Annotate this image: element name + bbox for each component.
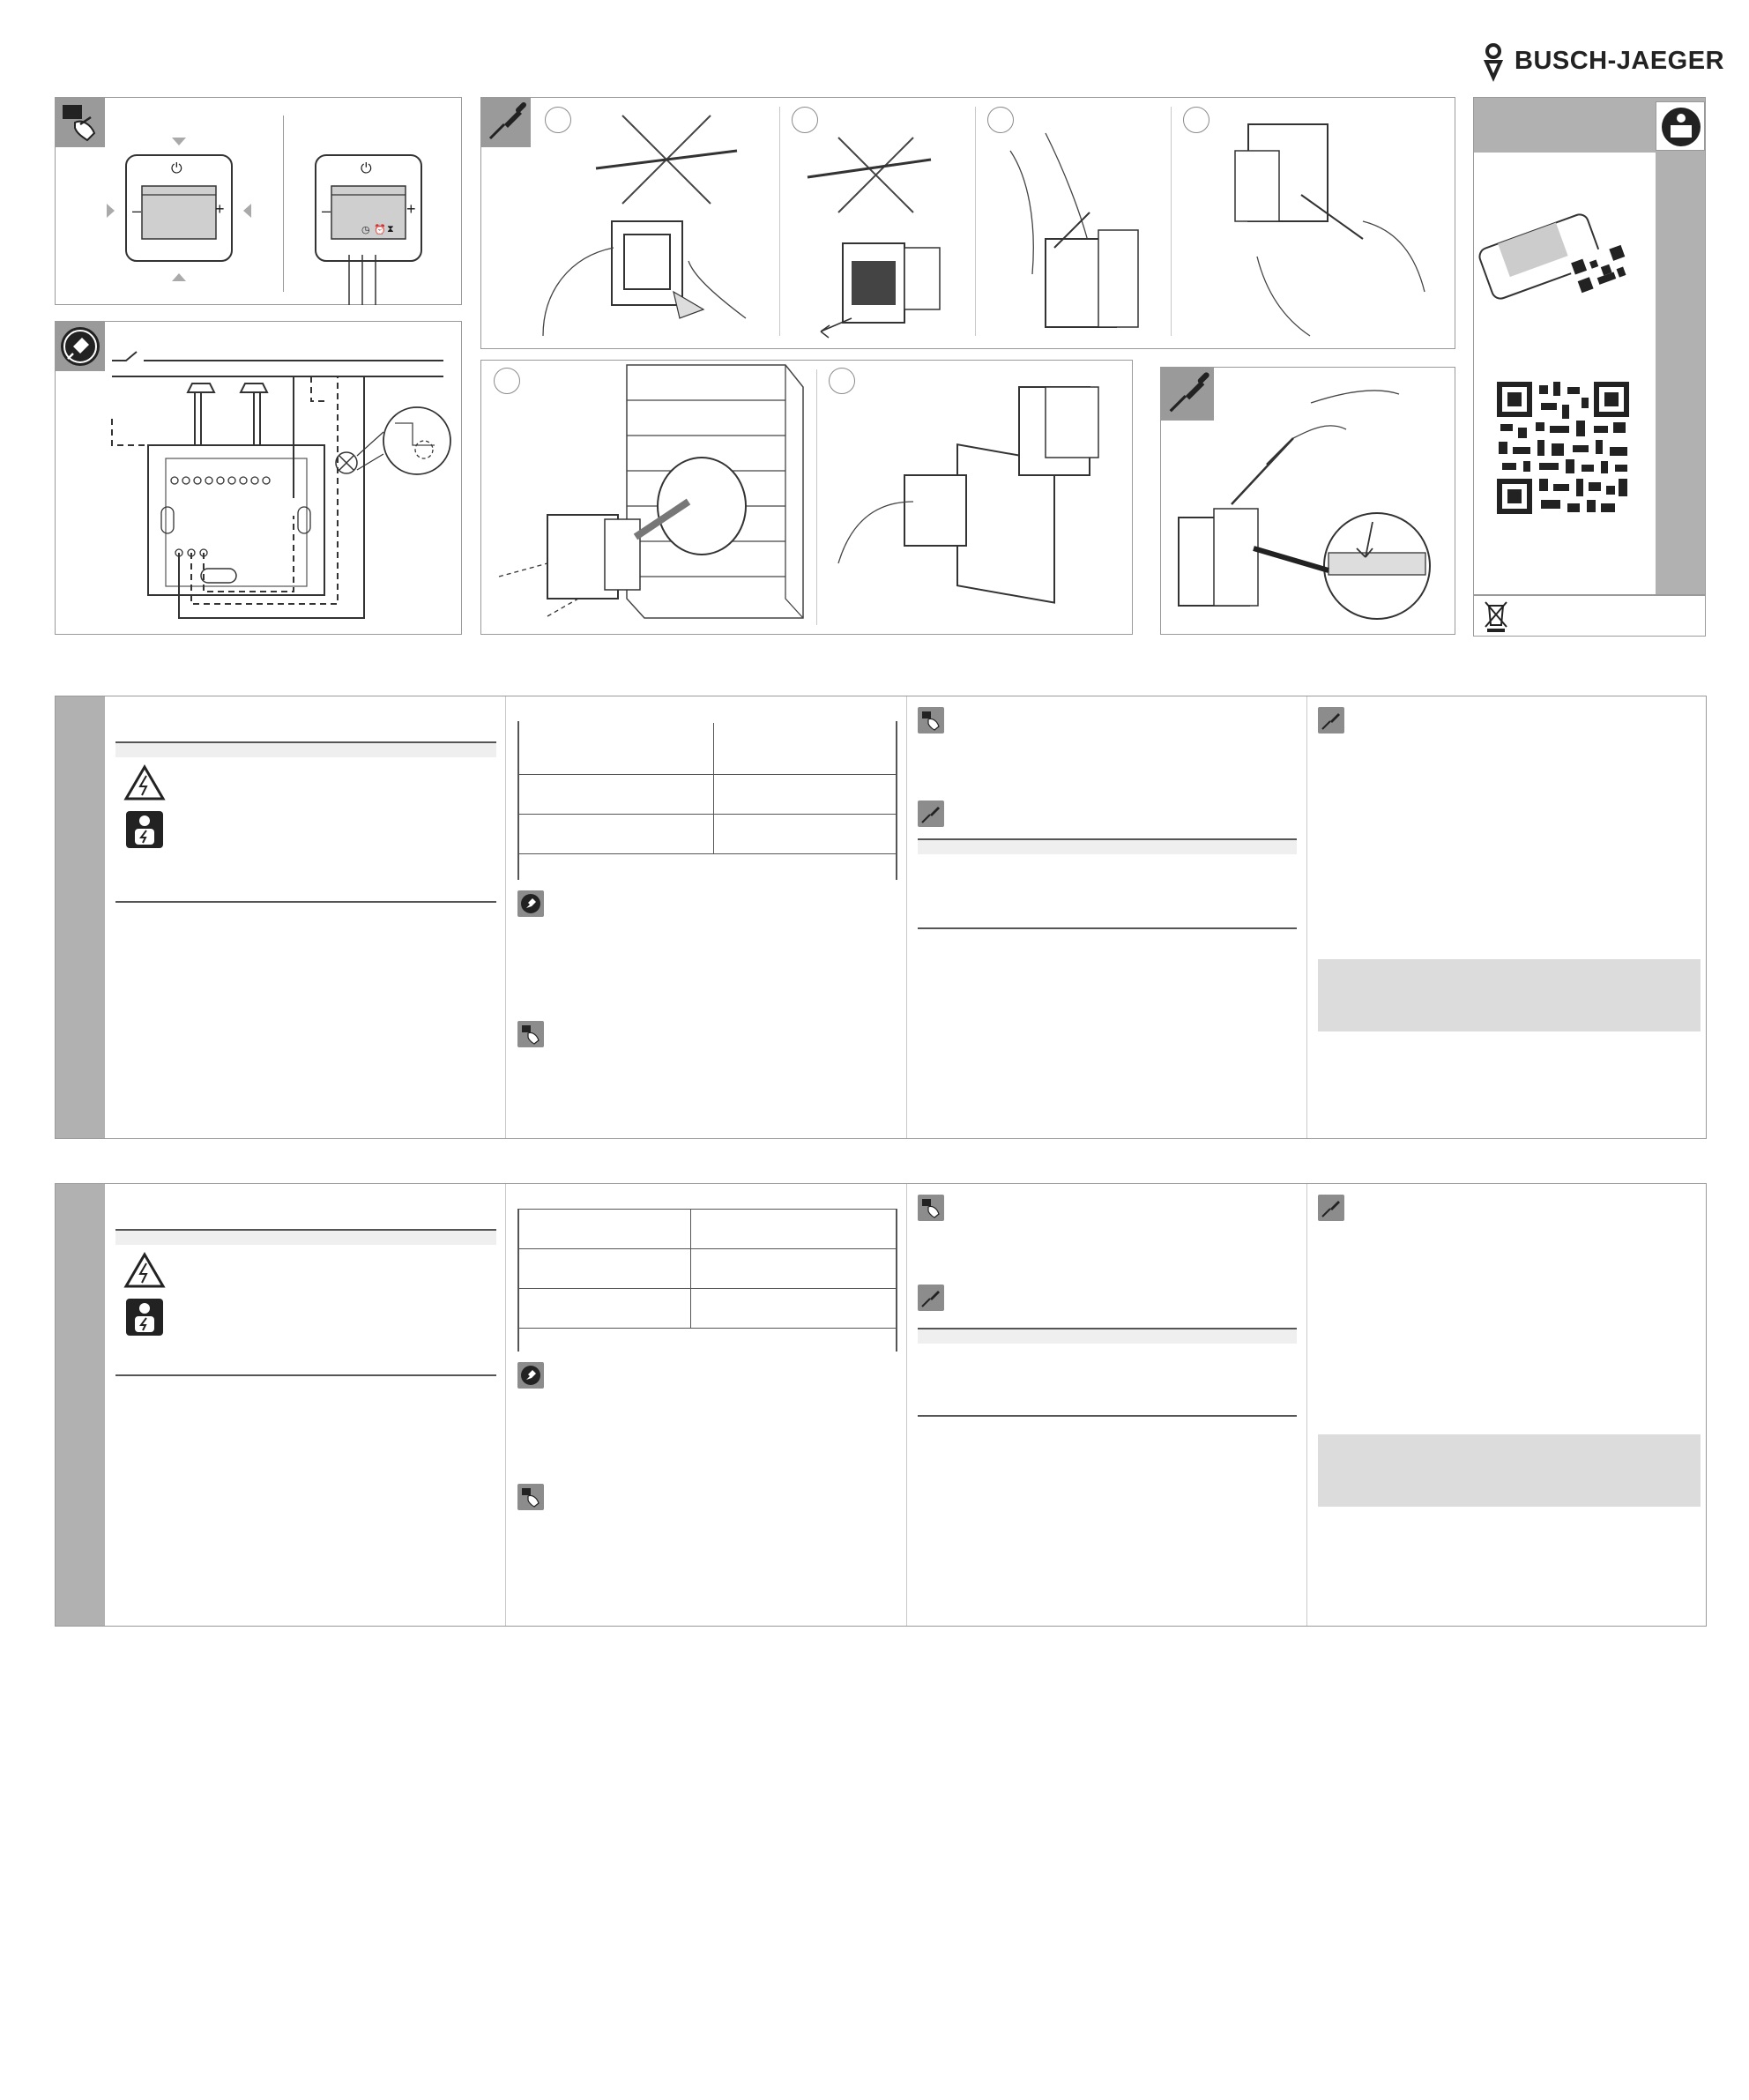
electrician-icon-2 [124,1297,165,1337]
device-front-view [108,133,285,309]
wiring-panel [55,321,462,635]
power-symbol-2: ⏻ [361,161,372,176]
operation-panel [55,97,462,305]
hand-press-icon-small-4 [918,1195,944,1221]
instruction-section-b [55,1183,1707,1627]
plus-symbol-2: + [406,200,416,218]
qr-code[interactable] [1497,382,1629,514]
hand-press-icon-small-3 [517,1484,544,1510]
alarm-clock-icon: ⏰ [374,225,386,235]
device-function-view [298,133,474,309]
instruction-section-a [55,696,1707,1139]
manual-panel [1473,97,1706,637]
minus-symbol: – [132,202,142,220]
note-box-2 [1318,1434,1701,1507]
plug-icon-small [517,890,544,917]
spec-table [517,723,897,854]
electrician-icon [124,809,165,850]
electric-warning-icon-2 [124,1253,165,1288]
screwdriver-icon-small-4 [1318,1195,1344,1221]
smartphone-scan-illustration [1474,177,1650,336]
step-illustrations-5-6 [481,361,1134,636]
plus-symbol: + [215,200,225,218]
screwdriver-icon-small [918,801,944,827]
brand-name: BUSCH-JAEGER [1515,47,1725,75]
power-symbol: ⏻ [171,161,182,176]
wiring-diagram [56,322,463,636]
note-box [1318,959,1701,1031]
minus-symbol-2: – [322,202,331,220]
mounting-steps-top [480,97,1455,349]
screwdriver-icon-small-3 [918,1285,944,1311]
read-manual-icon [1656,101,1705,151]
step-illustrations-1-4 [481,98,1456,350]
wire-connection-illustration [1161,368,1456,636]
screwdriver-icon-small-2 [1318,707,1344,734]
hand-press-icon-small [517,1021,544,1047]
timer-icon: ◷ [361,225,370,235]
hand-press-icon [56,98,105,147]
crossed-bin-icon [1483,599,1509,634]
electric-warning-icon [124,765,165,801]
wire-connection-panel [1160,367,1455,635]
plug-icon-small-2 [517,1362,544,1389]
busch-jaeger-logo-icon [1481,42,1507,81]
hand-press-icon-small-2 [918,707,944,734]
spec-table-2 [517,1209,897,1329]
brand-logo [1481,42,1725,81]
sleep-timer-icon: ⧗ [387,224,394,235]
mounting-steps-bottom [480,360,1133,635]
